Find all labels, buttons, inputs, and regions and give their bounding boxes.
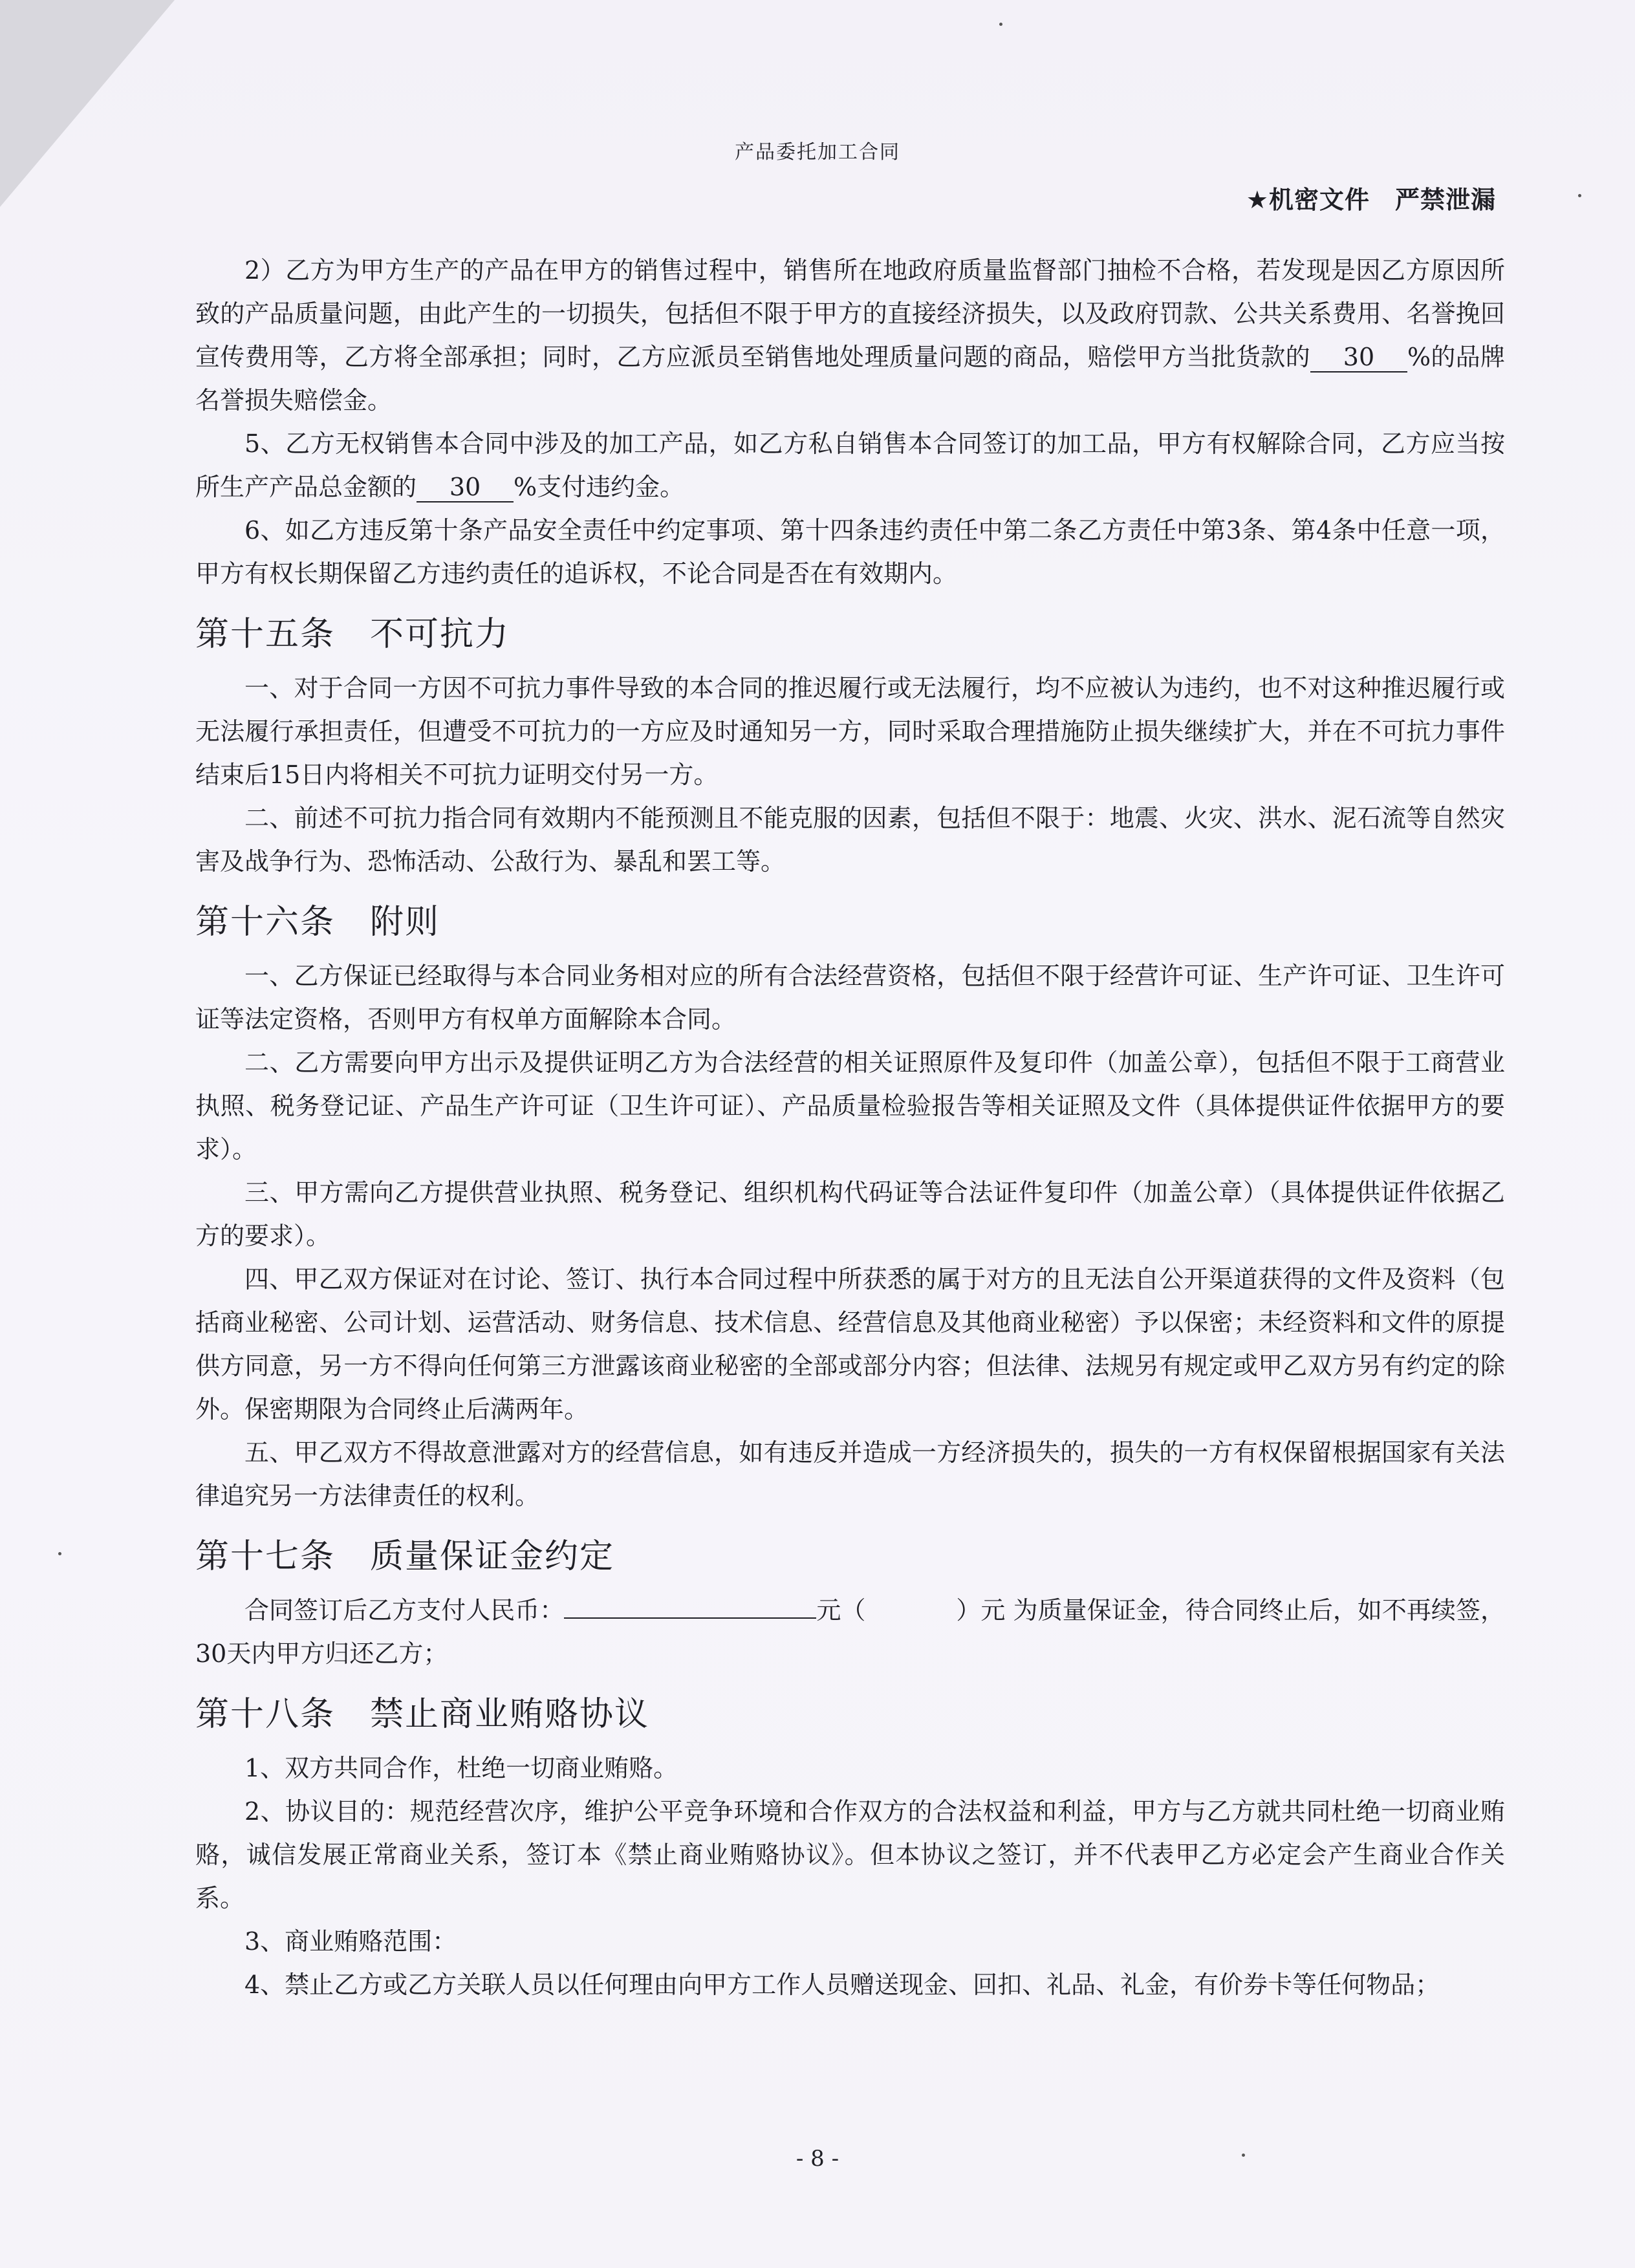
scan-speck [999,23,1002,26]
scan-speck [1578,194,1581,197]
confidential-mark: ★机密文件 严禁泄漏 [1246,186,1496,214]
page-number: - 8 - [796,2146,839,2172]
clause-paragraph: 4、禁止乙方或乙方关联人员以任何理由向甲方工作人员赠送现金、回扣、礼品、礼金，有价券卡等任何物品； [244,1971,1440,1999]
clause-paragraph: 1、双方共同合作，杜绝一切商业贿赂。 [244,1754,678,1782]
clause-paragraph: 3、商业贿赂范围： [244,1927,457,1956]
section-heading-18: 第十八条 禁止商业贿赂协议 [195,1695,650,1734]
clause-text: %支付违约金。 [514,473,685,501]
clause-text: %的品牌名誉损失赔偿金。 [195,343,1505,415]
section-heading-15: 第十五条 不可抗力 [195,615,510,654]
clause-paragraph: 三、甲方需向乙方提供营业执照、税务登记、组织机构代码证等合法证件复印件（加盖公章）（具体提供证件依据乙方的要求）。 [195,1178,1505,1250]
clause-paragraph [195,1589,1505,1676]
clause-paragraph: 6、如乙方违反第十条产品安全责任中约定事项、第十四条违约责任中第二条乙方责任中第3条、第4条中任意一项，甲方有权长期保留乙方违约责任的追诉权，不论合同是否在有效期内。 [195,516,1505,588]
clause-paragraph: 一、对于合同一方因不可抗力事件导致的本合同的推迟履行或无法履行，均不应被认为违约，也不对这种推迟履行或无法履行承担责任，但遭受不可抗力的一方应及时通知另一方，同时采取合理措施防止损失继续扩大，并在不可抗力事件结束后15日内将相关不可抗力证明交付另一方。 [195,674,1505,789]
clause-text: 元（ [816,1596,866,1625]
clause-paragraph [195,422,1505,509]
clause-text: 5、乙方无权销售本合同中涉及的加工产品，如乙方私自销售本合同签订的加工品，甲方有权解除合同，乙方应当按所生产产品总金额的 [195,429,1505,501]
clause-paragraph: 一、乙方保证已经取得与本合同业务相对应的所有合法经营资格，包括但不限于经营许可证、生产许可证、卫生许可证等法定资格，否则甲方有权单方面解除本合同。 [195,962,1505,1033]
clause-paragraph: 五、甲乙双方不得故意泄露对方的经营信息，如有违反并造成一方经济损失的，损失的一方有权保留根据国家有关法律追究另一方法律责任的权利。 [195,1438,1505,1510]
document-body [195,249,1505,2007]
clause-paragraph: 二、乙方需要向甲方出示及提供证明乙方为合法经营的相关证照原件及复印件（加盖公章），包括但不限于工商营业执照、税务登记证、产品生产许可证（卫生许可证）、产品质量检验报告等相关证照及文件（具体提供证件依据甲方的要求）。 [195,1048,1505,1163]
filled-blank: 30 [1310,343,1407,373]
document-header-title: 产品委托加工合同 [735,141,900,164]
clause-paragraph: 2、协议目的：规范经营次序，维护公平竞争环境和合作双方的合法权益和利益，甲方与乙方就共同杜绝一切商业贿赂，诚信发展正常商业关系，签订本《禁止商业贿赂协议》。但本协议之签订，并不代表甲乙方必定会产生商业合作关系。 [195,1797,1505,1912]
clause-text: 合同签订后乙方支付人民币： [244,1596,565,1625]
clause-text: ）元 为质量保证金，待合同终止后，如不再续签，30天内甲方归还乙方； [195,1596,1505,1668]
clause-paragraph: 二、前述不可抗力指合同有效期内不能预测且不能克服的因素，包括但不限于：地震、火灾、洪水、泥石流等自然灾害及战争行为、恐怖活动、公敌行为、暴乱和罢工等。 [195,804,1505,876]
folded-corner [0,0,175,207]
section-heading-17: 第十七条 质量保证金约定 [195,1537,615,1576]
scan-speck [1242,2154,1245,2157]
amount-blank [564,1617,816,1619]
clause-text: 2）乙方为甲方生产的产品在甲方的销售过程中，销售所在地政府质量监督部门抽检不合格，若发现是因乙方原因所致的产品质量问题，由此产生的一切损失，包括但不限于甲方的直接经济损失，以及政府罚款、公共关系费用、名誉挽回宣传费用等，乙方将全部承担；同时，乙方应派员至销售地处理质量问题的商品，赔偿甲方当批货款的 [195,256,1505,371]
scan-speck [58,1552,61,1555]
clause-paragraph: 四、甲乙双方保证对在讨论、签订、执行本合同过程中所获悉的属于对方的且无法自公开渠道获得的文件及资料（包括商业秘密、公司计划、运营活动、财务信息、技术信息、经营信息及其他商业秘密）予以保密；未经资料和文件的原提供方同意，另一方不得向任何第三方泄露该商业秘密的全部或部分内容；但法律、法规另有规定或甲乙双方另有约定的除外。保密期限为合同终止后满两年。 [195,1265,1505,1423]
section-heading-16: 第十六条 附则 [195,903,440,942]
filled-blank: 30 [417,473,514,502]
clause-paragraph [195,249,1505,422]
